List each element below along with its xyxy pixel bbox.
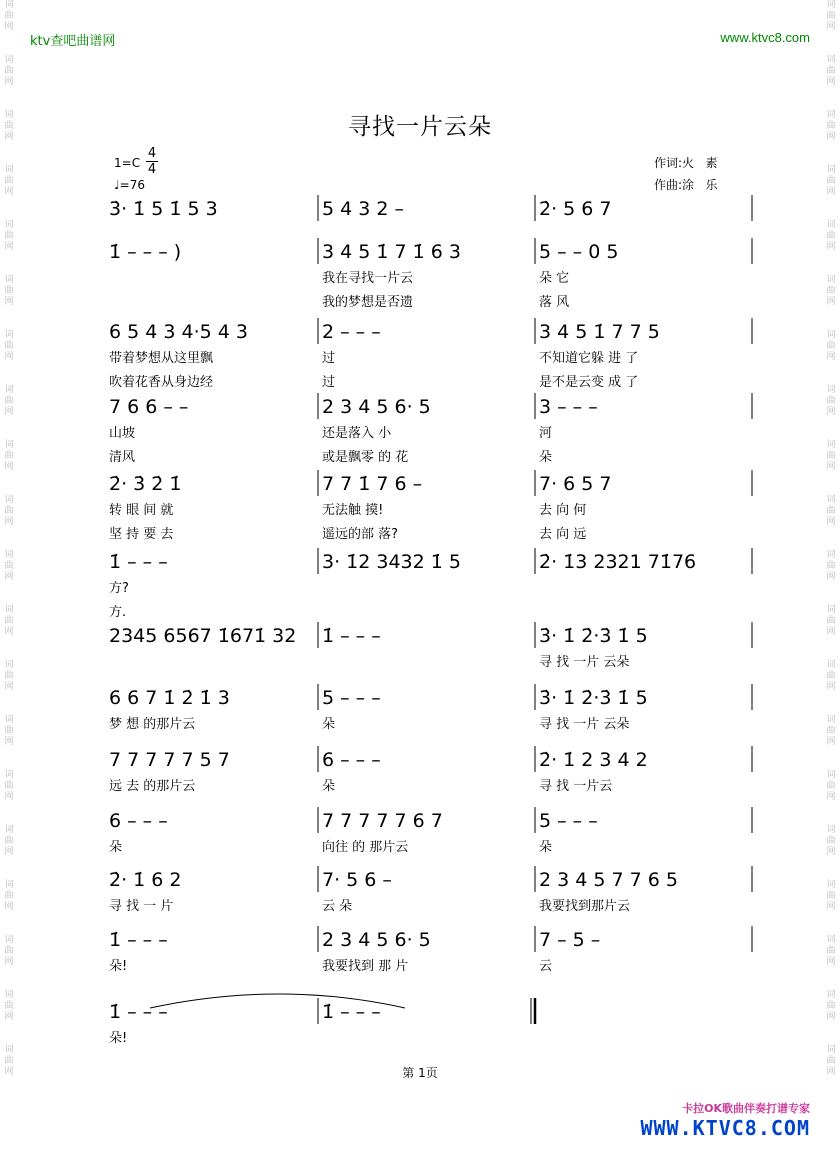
lyric-verse-1: 寻 找 一片 云朵 — [539, 717, 630, 732]
ktvc8-logo[interactable] — [640, 1100, 810, 1140]
lyric-verse-2: 吹着花香从身边经 — [109, 375, 214, 390]
note-group: 2 3 4 5 6· 5 — [322, 396, 431, 418]
note-group: 2̇· 1̇ 2 3 4 2 — [539, 749, 648, 771]
composer: 作曲:涂 乐 — [654, 178, 718, 192]
note-group: 3 – – – — [539, 396, 598, 418]
logo-tagline: 卡拉OK歌曲伴奏打谱专家 — [682, 1102, 810, 1115]
lyric-verse-1: 山坡 — [109, 426, 136, 441]
note-group: 1̇ – – – — [322, 1001, 381, 1023]
lyric-verse-1: 我要找到那片云 — [539, 899, 631, 914]
lyric-verse-1: 云 — [539, 959, 553, 974]
note-group: 7 7 7 7 7 6 7 — [322, 810, 443, 832]
song-title: 寻找一片云朵 — [348, 114, 492, 140]
lyric-verse-1: 转 眼 间 就 — [109, 503, 174, 518]
lyric-verse-2: 是不是云变 成 了 — [539, 375, 639, 390]
note-group: 6 6 7 1̇ 2̇ 1̇ 3 — [109, 687, 230, 709]
note-group: 1̇ – – – ) — [109, 241, 182, 263]
note-group: 2 3 4 5 7 7 6 5 — [539, 869, 678, 891]
time-denominator: 4 — [147, 162, 157, 177]
lyric-verse-2: 坚 持 要 去 — [109, 527, 174, 542]
lyric-verse-1: 向往 的 那片云 — [322, 840, 409, 855]
lyric-verse-2: 清风 — [109, 450, 136, 465]
note-group: 7 6 6 – – — [109, 396, 189, 418]
lyric-verse-2: 遥远的部 落? — [322, 527, 399, 542]
lyric-verse-1: 方? — [109, 581, 129, 596]
note-group: 6 5 4 3 4·5 4 3 — [109, 321, 248, 343]
lyric-verse-1: 带着梦想从这里飘 — [109, 351, 214, 366]
note-group: 1̇ – – – — [109, 929, 168, 951]
note-group: 3̇· 1̇ 2̇·3̇ 1̇ 5 — [539, 625, 648, 647]
note-group: 1̇ – – – — [322, 625, 381, 647]
watermark-left: 词 曲 网 词 曲 网 词 曲 网 词 曲 网 词 曲 网 词 曲 网 词 曲 网 词 曲 网 词 曲 网 词 曲 网 词 曲 网 词 曲 网 词 曲 网 词 曲 网 词 曲 网 词 曲 网 词 曲 网 词 曲 网 词 曲 网 词 曲 网 — [4, 0, 14, 1077]
lyricist: 作词:火 素 — [654, 156, 718, 170]
lyric-verse-1: 寻 找 一 片 — [109, 899, 174, 914]
note-group: 5 4 3 2 – — [322, 198, 405, 220]
lyric-verse-1: 远 去 的那片云 — [109, 779, 196, 794]
note-group: 6 – – – — [322, 749, 381, 771]
note-group: 3· 1̇2 3432 1̇ 5 — [322, 551, 461, 573]
lyric-verse-1: 寻 找 一片 云朵 — [539, 655, 630, 670]
note-group: 6 – – – — [109, 810, 168, 832]
lyric-verse-2: 方. — [109, 605, 127, 620]
site-url-link[interactable]: www.ktvc8.com — [720, 30, 810, 45]
lyric-verse-1: 我要找到 那 片 — [322, 959, 409, 974]
lyric-verse-1: 朵 — [539, 840, 553, 855]
lyric-verse-1: 不知道它躲 进 了 — [539, 351, 639, 366]
note-group: 2345 6567 1̇671̇ 32 — [109, 625, 297, 647]
note-group: 7 7 7 7 7 5 7 — [109, 749, 230, 771]
lyric-verse-1: 梦 想 的那片云 — [109, 717, 196, 732]
note-group: 3 4 5 1̇ 7 1̇ 6 3 — [322, 241, 461, 263]
lyric-verse-1: 寻 找 一片云 — [539, 779, 613, 794]
quarter-note-icon: ♩ — [114, 178, 120, 192]
lyric-verse-1: 云 朵 — [322, 899, 353, 914]
note-group: 5 – – 0 5 — [539, 241, 619, 263]
lyric-verse-1: 还是落入 小 — [322, 426, 392, 441]
logo-url: WWW.KTVC8.COM — [640, 1116, 810, 1140]
watermark-right: 词 曲 网 词 曲 网 词 曲 网 词 曲 网 词 曲 网 词 曲 网 词 曲 网 词 曲 网 词 曲 网 词 曲 网 词 曲 网 词 曲 网 词 曲 网 词 曲 网 词 曲 网 词 曲 网 词 曲 网 词 曲 网 词 曲 网 词 曲 网 — [826, 0, 836, 1077]
lyric-verse-2: 朵 — [539, 450, 553, 465]
note-group: 5 – – – — [539, 810, 598, 832]
note-group: 3 4 5 1̇ 7 7 5 — [539, 321, 660, 343]
lyric-verse-1: 朵! — [109, 959, 128, 974]
note-group: 1̇ – – – — [109, 551, 168, 573]
note-group: 2̇· 1̇ 6 2 — [109, 869, 182, 891]
note-group: 1̇ – – – — [109, 1001, 168, 1023]
page-number: 第 1页 — [402, 1066, 438, 1080]
lyric-verse-1: 过 — [322, 351, 336, 366]
lyric-verse-1: 朵 — [109, 840, 123, 855]
lyric-verse-2: 过 — [322, 375, 336, 390]
note-group: 2̇· 1̇3 2321 71̇76 — [539, 551, 697, 573]
lyric-verse-2: 或是飘零 的 花 — [322, 450, 409, 465]
key-signature: 1=C — [114, 156, 141, 170]
note-group: 2̇· 5 6 7 — [539, 198, 612, 220]
lyric-verse-1: 河 — [539, 426, 553, 441]
note-group: 2̇· 3̇ 2̇ 1̇ — [109, 473, 182, 495]
lyric-verse-1: 朵 — [322, 779, 336, 794]
lyric-verse-1: 我在寻找一片云 — [322, 271, 414, 286]
note-group: 7· 5 6 – — [322, 869, 392, 891]
time-numerator: 4 — [147, 146, 157, 161]
note-group: 2 – – – — [322, 321, 381, 343]
note-group: 7 – 5 – — [539, 929, 601, 951]
lyric-verse-2: 落 风 — [539, 295, 570, 310]
site-name-link[interactable]: ktv查吧曲谱网 — [30, 34, 116, 49]
note-group: 2 3 4 5 6· 5 — [322, 929, 431, 951]
lyric-verse-1: 朵 它 — [539, 271, 570, 286]
note-group: 3̇· 1̇ 2̇·3̇ 1̇ 5 — [539, 687, 648, 709]
note-group: 7 7 1̇ 7 6 – — [322, 473, 423, 495]
lyric-verse-1: 朵! — [109, 1031, 128, 1046]
lyric-verse-2: 去 向 远 — [539, 527, 587, 542]
note-group: 5 – – – — [322, 687, 381, 709]
note-group: 7· 6 5 7 — [539, 473, 612, 495]
tempo-value: =76 — [119, 178, 145, 192]
lyric-verse-2: 我的梦想是否遗 — [322, 295, 414, 310]
lyric-verse-1: 去 向 何 — [539, 503, 587, 518]
note-group: 3̇· 1̇ 5 1̇ 5 3 — [109, 198, 218, 220]
lyric-verse-1: 朵 — [322, 717, 336, 732]
lyric-verse-1: 无法触 摸! — [322, 503, 384, 518]
